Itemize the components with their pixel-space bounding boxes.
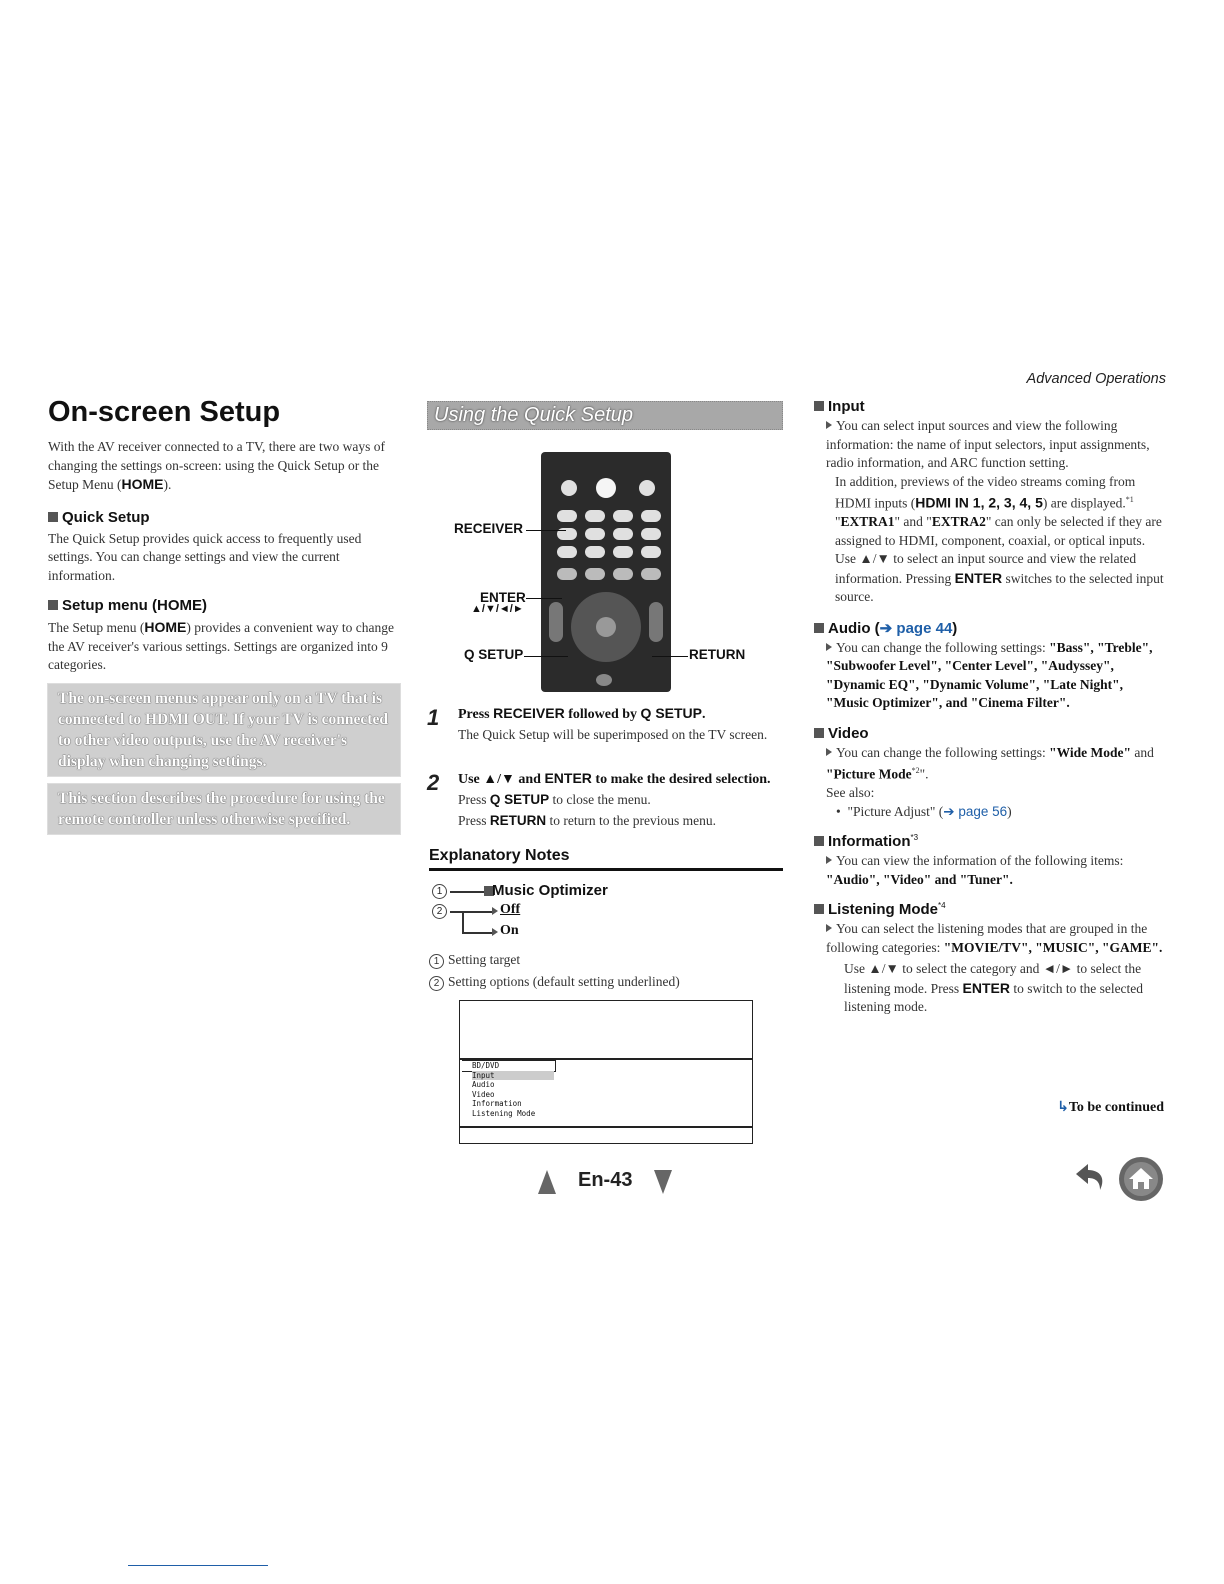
menu-item: Information <box>472 1099 522 1108</box>
setup-menu-heading: Setup menu (HOME) <box>48 597 400 614</box>
label-receiver: RECEIVER <box>454 521 524 536</box>
section-header: Advanced Operations <box>1026 371 1166 387</box>
menu-item: Listening Mode <box>472 1108 536 1118</box>
video-heading: Video <box>814 725 1166 742</box>
input-text-2: In addition, previews of the video streams coming from HDMI inputs (HDMI IN 1, 2, 3, 4, 5) are displayed.$^{*1}$ "EXTRA1" and "EXTRA2" can only be selected if they are assigned to HDMI, component, coaxial, or optical inputs. <box>835 473 1162 548</box>
footer-rule <box>128 1565 268 1566</box>
legend-setting-options: 2 Setting options (default setting underlined) <box>429 973 680 992</box>
next-page-icon[interactable] <box>654 1170 672 1194</box>
explanatory-diagram: 1 Music Optimizer 2 Off On <box>428 882 728 942</box>
intro-text: With the AV receiver connected to a TV, there are two ways of changing the settings on-screen: using the Quick Setup or the Setup Menu (HOME). <box>48 439 385 492</box>
legend-setting-target: 1 Setting target <box>429 951 520 970</box>
input-heading: Input <box>814 398 1166 415</box>
listening-mode-text: You can select the listening modes that are grouped in the following categories: "MOVIE/TV", "MUSIC", "GAME". <box>826 921 1163 955</box>
page-number: En-43 <box>578 1169 633 1191</box>
step-2: 2 Use ▲/▼ and ENTER to make the desired selection. Press Q SETUP to close the menu. Press RETURN to return to the previous menu. <box>427 770 771 828</box>
label-q-setup: Q SETUP <box>464 647 524 662</box>
quick-setup-banner: Using the Quick Setup <box>427 401 783 430</box>
menu-item: Video <box>472 1089 495 1099</box>
input-text: You can select input sources and view the following information: the name of input selectors, input assignments, radio information, and ARC function setting. <box>826 418 1150 470</box>
right-column <box>814 398 1166 1017</box>
information-heading: Information$^{*3}$ <box>814 833 1166 850</box>
picture-adjust-page-link[interactable]: ➔ page 56 <box>943 803 1008 819</box>
audio-page-link[interactable]: ➔ page 44 <box>879 619 953 637</box>
audio-text: You can change the following settings: "Bass", "Treble", "Subwoofer Level", "Center Level", "Audyssey", "Dynamic EQ", "Dynamic Volume", "Late Night", "Music Optimizer", and "Cinema Filter". <box>826 639 1153 710</box>
label-return: RETURN <box>689 647 746 662</box>
menu-item: Input <box>472 1071 554 1081</box>
quick-setup-text: The Quick Setup provides quick access to frequently used settings. You can change settings and view the current information. <box>48 530 362 583</box>
label-enter-arrows: ▲/▼/◄/► <box>471 603 524 615</box>
back-icon[interactable] <box>1070 1160 1110 1196</box>
prev-page-icon[interactable] <box>538 1170 556 1194</box>
to-be-continued: ↳To be continued <box>1057 1099 1164 1115</box>
information-text: You can view the information of the following items: "Audio", "Video" and "Tuner". <box>826 853 1124 887</box>
label-enter: ENTER <box>480 590 526 605</box>
audio-heading: Audio (➔ page 44) <box>814 619 1166 637</box>
quick-setup-heading: Quick Setup <box>48 509 400 526</box>
input-text-3: Use ▲/▼ to select an input source and view the related information. Pressing ENTER switches to the selected input source. <box>835 551 1164 604</box>
note-remote-controller: This section describes the procedure for using the remote controller unless otherwise specified. <box>47 783 401 835</box>
see-also: See also: <box>826 785 875 800</box>
explanatory-notes-heading: Explanatory Notes <box>429 847 783 871</box>
tv-screen-mockup <box>459 1000 753 1144</box>
setup-menu-text: The Setup menu (HOME) provides a convenient way to change the AV receiver's various settings. Settings are organized into 9 categories. <box>48 619 395 672</box>
page-title: On-screen Setup <box>48 396 281 428</box>
video-text: You can change the following settings: "Wide Mode" and "Picture Mode$^{*2}$". <box>826 744 1154 782</box>
home-icon[interactable] <box>1117 1155 1165 1203</box>
listening-mode-heading: Listening Mode$^{*4}$ <box>814 901 1166 918</box>
menu-item: BD/DVD <box>472 1061 500 1070</box>
left-column <box>48 394 400 675</box>
see-also-item: • "Picture Adjust" (➔ page 56) <box>836 803 1012 819</box>
note-hdmi-out: The on-screen menus appear only on a TV that is connected to HDMI OUT. If your TV is connected to other video outputs, use the AV receiver's display when changing settings. <box>47 683 401 777</box>
listening-mode-text-2: Use ▲/▼ to select the category and ◄/► to select the listening mode. Press ENTER to switch to the selected listening mode. <box>844 961 1144 1014</box>
menu-item: Audio <box>472 1080 495 1089</box>
continued-arrow-icon: ↳ <box>1057 1099 1069 1115</box>
step-1: 1 Press RECEIVER followed by Q SETUP. The Quick Setup will be superimposed on the TV screen. <box>427 705 768 742</box>
